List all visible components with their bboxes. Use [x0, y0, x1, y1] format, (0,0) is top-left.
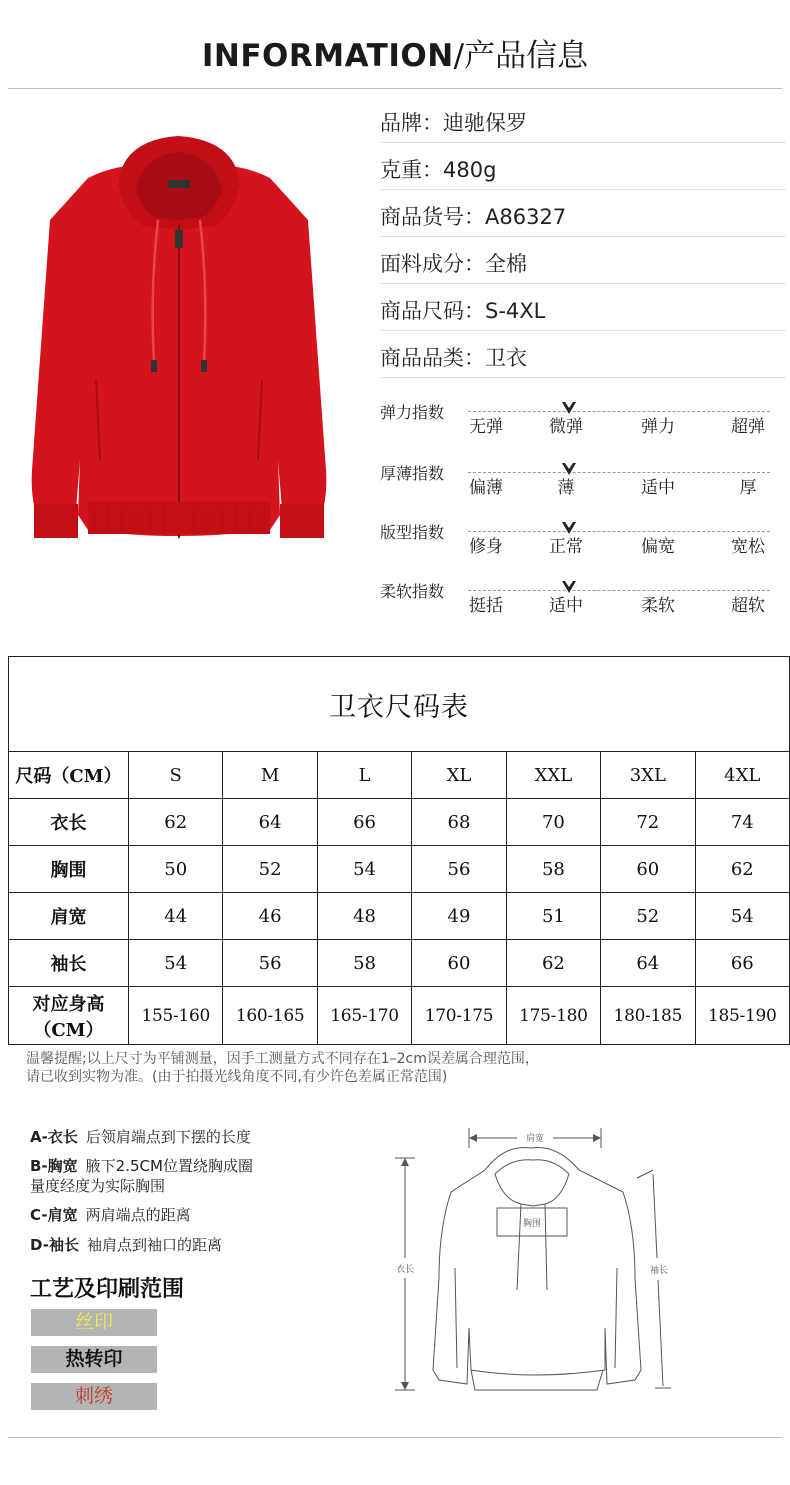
size-header-label: 尺码（CM） — [9, 752, 129, 799]
size-label: 4XL — [695, 752, 789, 799]
title-en: INFORMATION — [201, 38, 454, 74]
info-row-brand — [380, 96, 786, 143]
size-chart-table — [8, 656, 790, 1045]
table-cell: 62 — [129, 799, 223, 846]
table-cell: 66 — [317, 799, 411, 846]
craft-title: 工艺及印刷范围 — [30, 1277, 185, 1302]
info-value: 全棉 — [485, 252, 527, 276]
table-cell: 165-170 — [317, 987, 411, 1045]
index-option: 修身 — [469, 537, 503, 557]
info-row-category — [380, 331, 786, 378]
table-cell: 50 — [129, 846, 223, 893]
title-cn: /产品信息 — [453, 38, 589, 74]
measure-key: B-胸宽 — [30, 1157, 78, 1175]
measure-key: A-衣长 — [30, 1128, 78, 1146]
table-cell: 44 — [129, 893, 223, 940]
index-softness — [380, 579, 780, 639]
table-cell: 54 — [129, 940, 223, 987]
table-cell: 66 — [695, 940, 789, 987]
info-value: 480g — [443, 158, 497, 182]
size-header-row — [9, 752, 790, 799]
bottom-divider — [8, 1437, 782, 1438]
index-title: 版型指数 — [380, 523, 445, 542]
row-label: 袖长 — [9, 940, 129, 987]
measure-item-shoulder — [30, 1205, 191, 1225]
info-row-fabric — [380, 237, 786, 284]
measure-desc: 袖肩点到袖口的距离 — [86, 1236, 222, 1254]
measure-item-sleeve — [30, 1235, 222, 1255]
measure-key: C-肩宽 — [30, 1206, 78, 1224]
title-divider — [8, 88, 782, 89]
table-cell: 46 — [223, 893, 317, 940]
table-cell: 160-165 — [223, 987, 317, 1045]
info-value: S-4XL — [485, 299, 546, 323]
measure-desc: 后领肩端点到下摆的长度 — [85, 1128, 251, 1146]
size-label: S — [129, 752, 223, 799]
table-cell: 155-160 — [129, 987, 223, 1045]
index-option-selected: 适中 — [549, 596, 583, 616]
index-option: 宽松 — [731, 537, 765, 557]
index-title: 柔软指数 — [380, 582, 445, 601]
table-cell: 170-175 — [412, 987, 506, 1045]
index-option: 弹力 — [641, 417, 675, 437]
info-row-size — [380, 284, 786, 331]
measure-key: D-袖长 — [30, 1236, 79, 1254]
table-cell: 48 — [317, 893, 411, 940]
info-sep: ： — [464, 205, 485, 229]
table-cell: 56 — [412, 846, 506, 893]
info-label: 克重 — [380, 158, 422, 182]
table-cell: 185-190 — [695, 987, 789, 1045]
table-cell: 49 — [412, 893, 506, 940]
craft-screen-print: 丝印 — [31, 1309, 157, 1336]
info-row-weight — [380, 143, 786, 190]
size-label: 3XL — [601, 752, 695, 799]
table-cell: 64 — [601, 940, 695, 987]
info-label: 商品品类 — [380, 346, 464, 370]
index-option: 柔软 — [641, 596, 675, 616]
diagram-chest-label: 胸围 — [522, 1218, 542, 1228]
measure-item-length — [30, 1127, 251, 1147]
info-sep: ： — [422, 111, 443, 135]
table-cell: 175-180 — [506, 987, 600, 1045]
table-cell: 70 — [506, 799, 600, 846]
diagram-sleeve-label: 袖长 — [649, 1265, 669, 1275]
index-title: 厚薄指数 — [380, 464, 445, 483]
index-title: 弹力指数 — [380, 403, 445, 422]
row-label: 衣长 — [9, 799, 129, 846]
note-line2: 请已收到实物为准。(由于拍摄光线角度不同,有少许色差属正常范围) — [26, 1069, 448, 1085]
height-row-label — [9, 987, 129, 1045]
index-fit — [380, 520, 780, 580]
info-value: 迪驰保罗 — [443, 111, 527, 135]
measure-desc: 腋下2.5CM位置绕胸成圈 — [85, 1157, 253, 1175]
table-cell: 58 — [317, 940, 411, 987]
info-sep: ： — [464, 346, 485, 370]
table-cell: 52 — [223, 846, 317, 893]
info-label: 商品货号 — [380, 205, 464, 229]
row-label: 肩宽 — [9, 893, 129, 940]
measure-desc2: 量度经度为实际胸围 — [30, 1177, 166, 1195]
page-title — [0, 30, 790, 75]
table-cell: 72 — [601, 799, 695, 846]
table-row — [9, 940, 790, 987]
info-label: 品牌 — [380, 111, 422, 135]
size-chart-caption: 卫衣尺码表 — [9, 657, 790, 752]
height-row — [9, 987, 790, 1045]
height-label-line2: （CM） — [33, 1019, 104, 1041]
table-cell: 68 — [412, 799, 506, 846]
table-cell: 51 — [506, 893, 600, 940]
size-label: XXL — [506, 752, 600, 799]
table-cell: 60 — [412, 940, 506, 987]
info-value: 卫衣 — [485, 346, 527, 370]
index-option: 挺括 — [469, 596, 503, 616]
table-cell: 64 — [223, 799, 317, 846]
table-cell: 180-185 — [601, 987, 695, 1045]
table-cell: 60 — [601, 846, 695, 893]
size-label: XL — [412, 752, 506, 799]
index-option: 适中 — [641, 478, 675, 498]
red-hoodie-photo — [18, 130, 340, 560]
table-cell: 58 — [506, 846, 600, 893]
index-option: 无弹 — [469, 417, 503, 437]
hoodie-measure-diagram — [385, 1118, 675, 1408]
info-row-item-no — [380, 190, 786, 237]
index-thickness — [380, 461, 780, 521]
craft-heat-transfer: 热转印 — [31, 1346, 157, 1373]
table-row — [9, 893, 790, 940]
diagram-length-label: 衣长 — [395, 1264, 415, 1274]
index-elasticity — [380, 400, 780, 460]
craft-embroidery: 刺绣 — [31, 1383, 157, 1410]
info-value: A86327 — [485, 205, 567, 229]
info-label: 商品尺码 — [380, 299, 464, 323]
index-option-selected: 正常 — [549, 537, 583, 557]
table-cell: 74 — [695, 799, 789, 846]
table-row — [9, 846, 790, 893]
measure-item-chest — [30, 1156, 253, 1196]
index-option: 超弹 — [731, 417, 765, 437]
info-sep: ： — [464, 252, 485, 276]
row-label: 胸围 — [9, 846, 129, 893]
index-option-selected: 薄 — [557, 478, 575, 498]
table-cell: 62 — [695, 846, 789, 893]
size-label: L — [317, 752, 411, 799]
diagram-shoulder-label: 肩宽 — [525, 1133, 545, 1143]
table-cell: 54 — [695, 893, 789, 940]
info-sep: ： — [464, 299, 485, 323]
table-row — [9, 799, 790, 846]
index-option: 偏薄 — [469, 478, 503, 498]
info-label: 面料成分 — [380, 252, 464, 276]
table-cell: 52 — [601, 893, 695, 940]
table-cell: 54 — [317, 846, 411, 893]
info-sep: ： — [422, 158, 443, 182]
height-label-line1: 对应身高 — [32, 993, 105, 1015]
index-option: 超软 — [731, 596, 765, 616]
table-cell: 62 — [506, 940, 600, 987]
size-label: M — [223, 752, 317, 799]
index-option-selected: 微弹 — [549, 417, 583, 437]
measure-desc: 两肩端点的距离 — [85, 1206, 191, 1224]
product-info-list — [380, 96, 786, 378]
index-option: 偏宽 — [641, 537, 675, 557]
note-line1: 温馨提醒;以上尺寸为平铺测量，因手工测量方式不同存在1–2cm误差属合理范围， — [26, 1051, 539, 1067]
index-option: 厚 — [739, 478, 757, 498]
table-cell: 56 — [223, 940, 317, 987]
measurement-note — [26, 1050, 766, 1086]
